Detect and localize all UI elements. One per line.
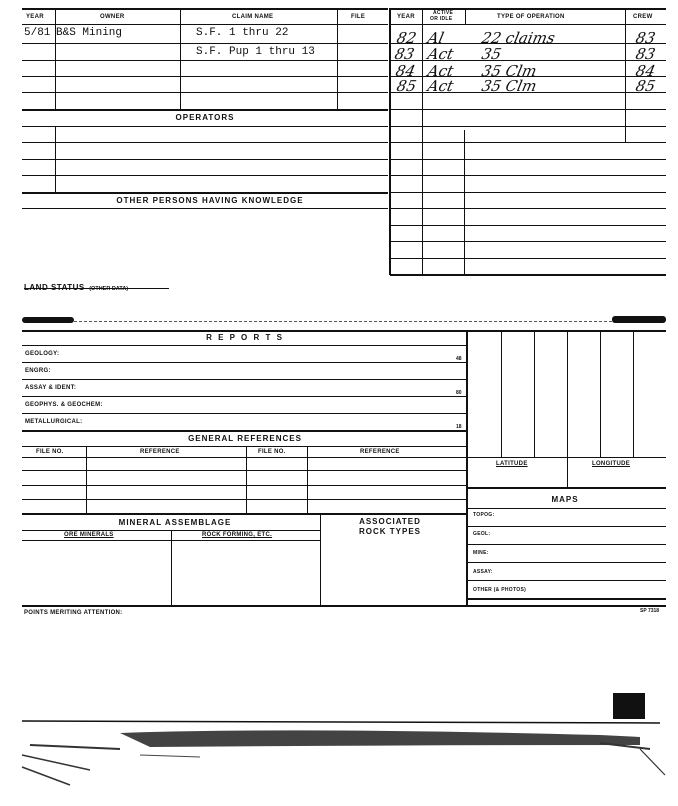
report-metallurgical-num: 18 [456, 424, 462, 430]
row2-claim: S.F. Pup 1 thru 13 [196, 46, 315, 58]
op-row3-year: 84 [394, 62, 418, 80]
report-assay-num: 80 [456, 390, 462, 396]
op-row1-crew: 83 [634, 29, 658, 47]
rock-forming-label: ROCK FORMING, ETC. [202, 532, 273, 538]
op-header-year: YEAR [397, 14, 415, 20]
maps-assay: ASSAY: [473, 569, 493, 575]
longitude-label: LONGITUDE [592, 461, 631, 467]
gr-col-file-no-2: FILE NO. [258, 449, 286, 455]
op-header-active-line2: OR IDLE [430, 16, 453, 22]
report-assay: ASSAY & IDENT: [25, 385, 77, 391]
op-row1-status: Al [426, 29, 446, 47]
maps-other: OTHER (& PHOTOS) [473, 587, 527, 593]
op-row2-type: 35 [480, 45, 504, 63]
land-status-label: LAND STATUS [24, 283, 85, 292]
op-row4-status: Act [426, 77, 456, 95]
land-status [24, 277, 128, 295]
maps-mine: MINE: [473, 550, 489, 556]
op-row1-type: 22 claims [480, 29, 557, 47]
header-claim-name: CLAIM NAME [232, 14, 274, 20]
maps-topog: TOPOG: [473, 512, 495, 518]
report-geology: GEOLOGY: [25, 351, 60, 357]
form-number: SP 7318 [640, 608, 660, 614]
associated-rock-line2: ROCK TYPES [358, 527, 421, 536]
op-header-type: TYPE OF OPERATION [497, 14, 565, 20]
general-references-heading: GENERAL REFERENCES [188, 434, 302, 443]
op-row2-status: Act [426, 45, 456, 63]
gr-col-reference-2: REFERENCE [360, 449, 400, 455]
op-row2-year: 83 [393, 45, 417, 63]
ore-minerals-label: ORE MINERALS [64, 532, 114, 538]
report-engrg: ENGRG: [25, 368, 51, 374]
op-row3-type: 35 Clm [480, 62, 539, 80]
row1-claim: S.F. 1 thru 22 [196, 27, 289, 39]
report-geology-num: 48 [456, 356, 462, 362]
op-row3-crew: 84 [634, 62, 658, 80]
gr-col-file-no-1: FILE NO. [36, 449, 64, 455]
row1-year: 5/81 [24, 27, 51, 39]
op-row4-year: 85 [395, 77, 419, 95]
report-metallurgical: METALLURGICAL: [25, 419, 83, 425]
scan-blot-right [612, 316, 666, 323]
header-year: YEAR [26, 14, 44, 20]
scan-blot-left [22, 317, 74, 323]
operators-heading: OPERATORS [175, 113, 235, 122]
land-status-sub: (OTHER DATA) [89, 286, 129, 292]
op-header-crew: CREW [633, 14, 653, 20]
op-row4-crew: 85 [634, 77, 658, 95]
maps-heading: MAPS [551, 495, 579, 504]
associated-rock-line1: ASSOCIATED [359, 517, 421, 526]
op-row2-crew: 83 [634, 45, 658, 63]
header-owner: OWNER [100, 14, 125, 20]
scan-smear [0, 715, 678, 806]
points-meriting-attention: POINTS MERITING ATTENTION: [24, 610, 123, 616]
header-file: FILE [351, 14, 366, 20]
op-row1-year: 82 [395, 29, 419, 47]
row1-owner: B&S Mining [56, 27, 123, 39]
op-row3-status: Act [426, 62, 456, 80]
reports-heading: R E P O R T S [206, 333, 284, 342]
maps-geol: GEOL: [473, 531, 491, 537]
op-row4-type: 35 Clm [480, 77, 539, 95]
gr-col-reference-1: REFERENCE [140, 449, 180, 455]
op-header-active-line1: ACTIVE [433, 10, 454, 16]
other-persons-heading: OTHER PERSONS HAVING KNOWLEDGE [116, 196, 304, 205]
latitude-label: LATITUDE [496, 461, 528, 467]
report-geophys: GEOPHYS. & GEOCHEM: [25, 402, 103, 408]
mineral-assemblage-heading: MINERAL ASSEMBLAGE [118, 518, 232, 527]
